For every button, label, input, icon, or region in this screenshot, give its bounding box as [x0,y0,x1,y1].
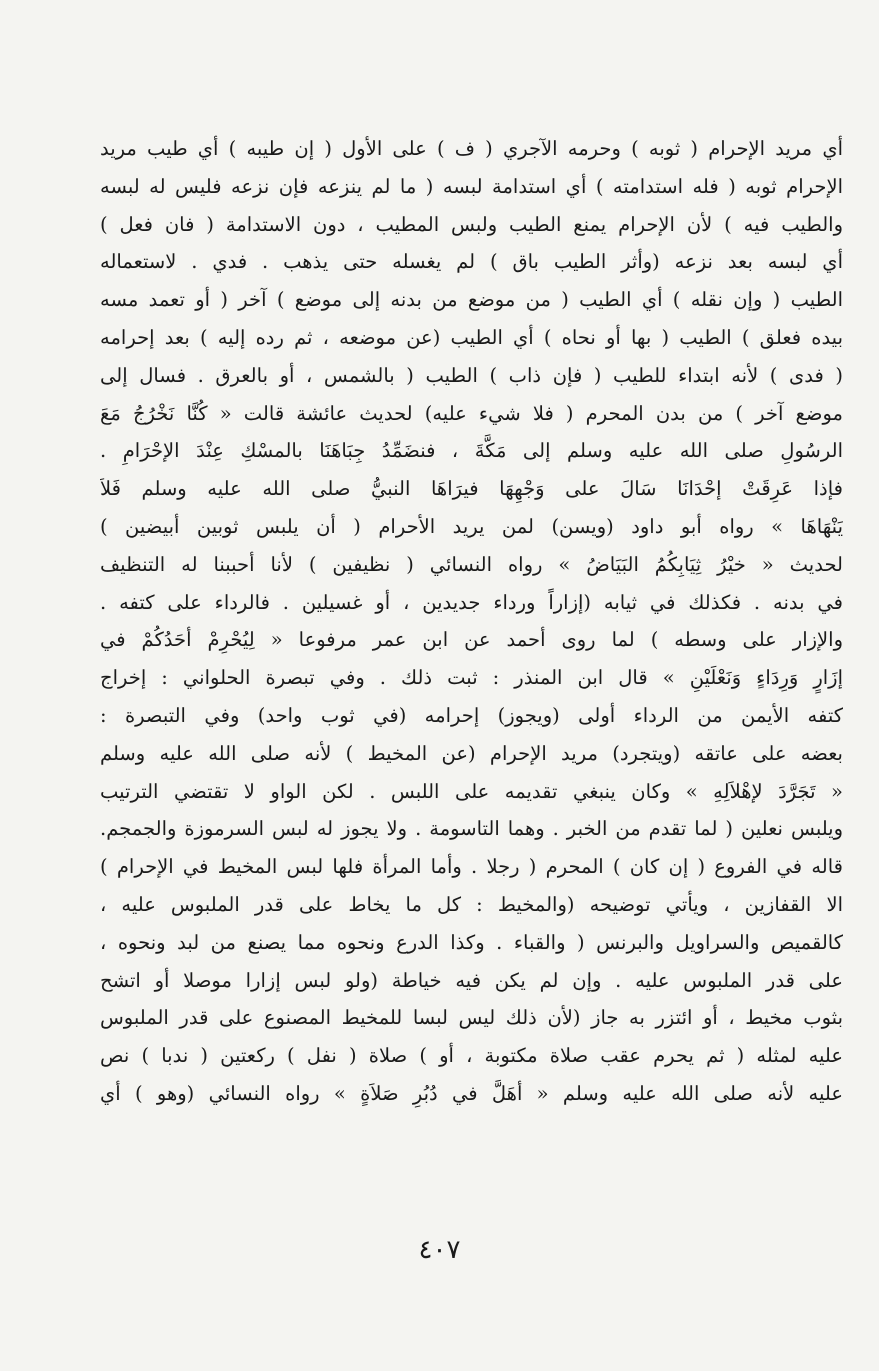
text-line: والإزار على وسطه ) لما روى أحمد عن ابن عمر مرفوعا « لِيُحْرِمْ أحَدُكُمْ في [100,628,843,652]
text-line: « تَجَرَّدَ لإهْلاَلِهِ » وكان ينبغي تقديمه على اللبس . لكن الواو لا تقتضي الترتيب [100,779,843,803]
text-line: إزَارٍ وَرِدَاءٍ وَنَعْلَيْنِ » قال ابن المنذر : ثبت ذلك . وفي تبصرة الحلواني : إخراج [100,666,843,690]
body-text [100,130,843,1113]
text-line: بيده فعلق ) الطيب ( بها أو نحاه ) أي الطيب (عن موضعه ، ثم رده إليه ) بعد إحرامه [100,325,843,349]
text-line: ويلبس نعلين ( لما تقدم من الخبر . وهما التاسومة . ولا يجوز له لبس السرموزة والجمجم. [100,817,843,841]
text-line: الإحرام ثوبه ( فله استدامته ) أي استدامة لبسه ( ما لم ينزعه فإن نزعه فليس له لبسه [100,174,843,198]
text-line: بثوب مخيط ، أو ائتزر به جاز (لأن ذلك ليس لبسا للمخيط المصنوع على قدر الملبوس [100,1006,843,1030]
text-line: كالقميص والسراويل والبرنس ( والقباء . وكذا الدرع ونحوه مما يصنع من لبد ونحوه ، [100,930,843,954]
text-line: لحديث « خيْرُ ثِيَابِكُمُ البَيَاضُ » رواه النسائي ( نظيفين ) لأنا أحببنا له التنظيف [100,552,843,576]
text-line: أي مريد الإحرام ( ثوبه ) وحرمه الآجري ( ف ) على الأول ( إن طيبه ) أي طيب مريد [100,137,843,160]
text-line: الرسُولِ صلى الله عليه وسلم إلى مَكَّةَ ، فنضَمِّدُ جِبَاهَنَا بالمسْكِ عِنْدَ الإحْرَامِ . [100,439,843,463]
text-line: قاله في الفروع ( إن كان ) المحرم ( رجلا . وأما المرأة فلها لبس المخيط في الإحرام ) [100,855,843,879]
text-line: ( فدى ) لأنه ابتداء للطيب ( فإن ذاب ) الطيب ( بالشمس ، أو بالعرق . فسال إلى [100,363,843,387]
text-line: عليه لأنه صلى الله عليه وسلم « أهَلَّ في دُبُرِ صَلاَةٍ » رواه النسائي (وهو ) أي [100,1081,843,1105]
text-line: والطيب فيه ) لأن الإحرام يمنع الطيب ولبس المطيب ، دون الاستدامة ( فان فعل ) [100,212,843,236]
page-number: ٤٠٧ [418,1235,461,1265]
text-line: بعضه على عاتقه (ويتجرد) مريد الإحرام (عن المخيط ) لأنه صلى الله عليه وسلم [100,741,843,765]
text-line: أي لبسه بعد نزعه (وأثر الطيب باق ) لم يغسله حتى يذهب . فدي . لاستعماله [100,250,843,274]
text-line: عليه لمثله ( ثم يحرم عقب صلاة مكتوبة ، أو ) صلاة ( نفل ) ركعتين ( ندبا ) نص [100,1044,843,1068]
text-line: كتفه الأيمن من الرداء أولى (ويجوز) إحرامه (في ثوب واحد) وفي التبصرة : [100,703,843,727]
text-line: موضع آخر ) من بدن المحرم ( فلا شيء عليه) لحديث عائشة قالت « كُنَّا نَخْرُجُ مَعَ [100,401,843,425]
text-line: فإذا عَرِقَتْ إحْدَانَا سَالَ على وَجْهِهَا فيرَاهَا النبيُّ صلى الله عليه وسلم فَلاَ [100,477,843,501]
text-line: في بدنه . فكذلك في ثيابه (إزاراً ورداء جديدين ، أو غسيلين . فالرداء على كتفه . [100,590,843,614]
text-line: الطيب ( وإن نقله ) أي الطيب ( من موضع من بدنه إلى موضع ) آخر ( أو تعمد مسه [100,288,843,312]
text-line: الا القفازين ، ويأتي توضيحه (والمخيط : كل ما يخاط على قدر الملبوس عليه ، [100,892,843,916]
text-line: يَنْهَاهَا » رواه أبو داود (ويسن) لمن يريد الأحرام ( أن يلبس ثوبين أبيضين ) [100,514,843,538]
text-line: على قدر الملبوس عليه . وإن لم يكن فيه خياطة (ولو لبس إزارا موصلا أو اتشح [100,968,843,992]
